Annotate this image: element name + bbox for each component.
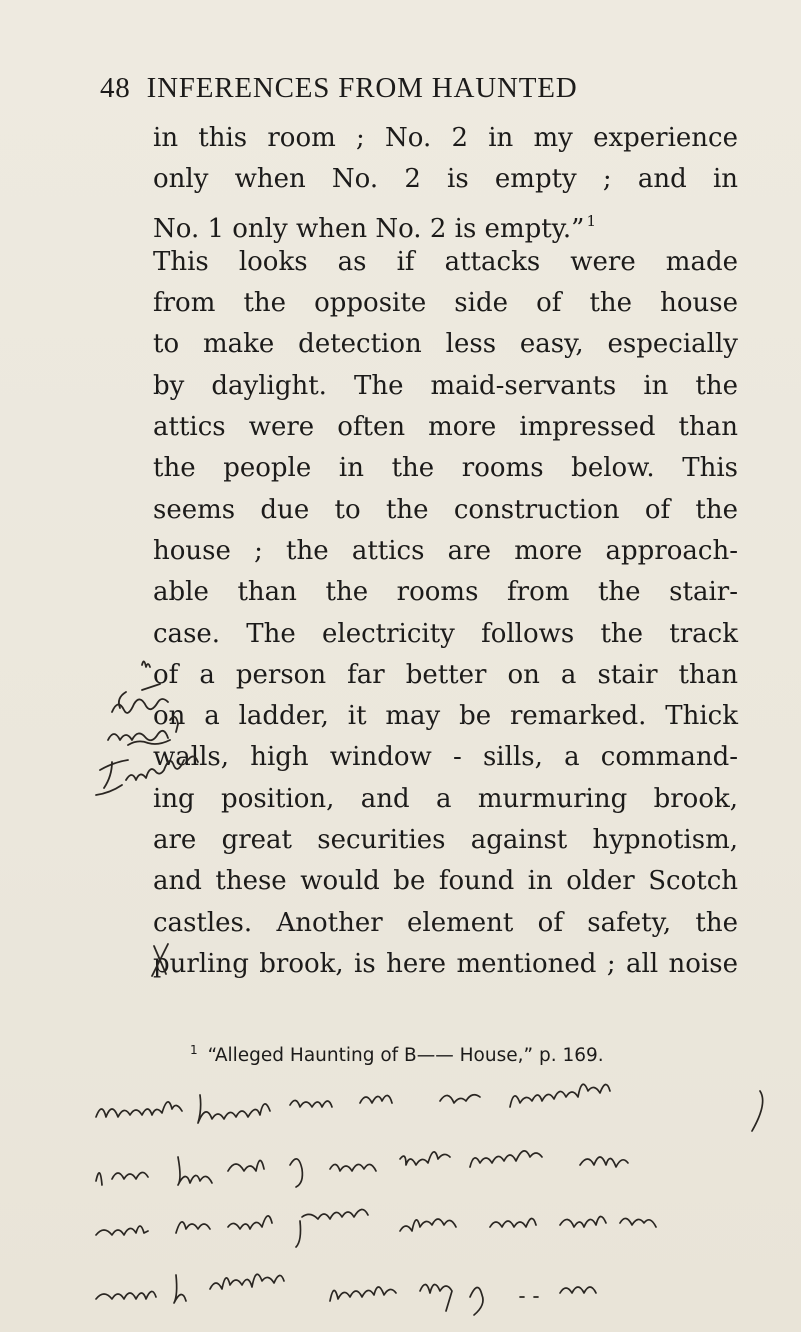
text-line: This looks as if attacks were made bbox=[153, 246, 738, 277]
body-text bbox=[153, 118, 738, 985]
footnote-mark: 1 bbox=[190, 1043, 198, 1057]
text-line: and these would be found in older Scotch bbox=[153, 866, 738, 897]
text-line: attics were often more impressed than bbox=[153, 412, 738, 443]
text-line: able than the rooms from the stair- bbox=[153, 577, 738, 608]
footnote-reference: 1 bbox=[586, 211, 597, 230]
text-line bbox=[153, 201, 738, 242]
text-line: house ; the attics are more approach- bbox=[153, 535, 738, 566]
text-line: only when No. 2 is empty ; and in bbox=[153, 164, 738, 195]
footnote bbox=[190, 1043, 604, 1066]
footnote-text: “Alleged Haunting of B—— House,” p. 169. bbox=[207, 1045, 604, 1066]
text-line: purling brook, is here mentioned ; all noise bbox=[153, 948, 738, 979]
text-line: walls, high window - sills, a command- bbox=[153, 742, 738, 773]
running-head-title: INFERENCES FROM HAUNTED bbox=[146, 72, 578, 104]
text-line: ing position, and a murmuring brook, bbox=[153, 783, 738, 814]
text-line: to make detection less easy, especially bbox=[153, 329, 738, 360]
handwritten-note bbox=[0, 1075, 801, 1332]
text-line: castles. Another element of safety, the bbox=[153, 907, 738, 938]
text-line: on a ladder, it may be remarked. Thick bbox=[153, 701, 738, 732]
page-number: 48 bbox=[100, 72, 131, 104]
text-line: in this room ; No. 2 in my experience bbox=[153, 123, 738, 153]
text-line: from the opposite side of the house bbox=[153, 288, 738, 319]
text-line: by daylight. The maid-servants in the bbox=[153, 370, 738, 401]
running-head bbox=[100, 72, 740, 105]
text-line: are great securities against hypnotism, bbox=[153, 825, 738, 856]
text-line: of a person far better on a stair than bbox=[153, 659, 738, 690]
text-line: seems due to the construction of the bbox=[153, 494, 738, 525]
text-line: the people in the rooms below. This bbox=[153, 453, 738, 484]
text-line: case. The electricity follows the track bbox=[153, 618, 738, 649]
text-line-content: No. 1 only when No. 2 is empty.” bbox=[153, 213, 585, 244]
